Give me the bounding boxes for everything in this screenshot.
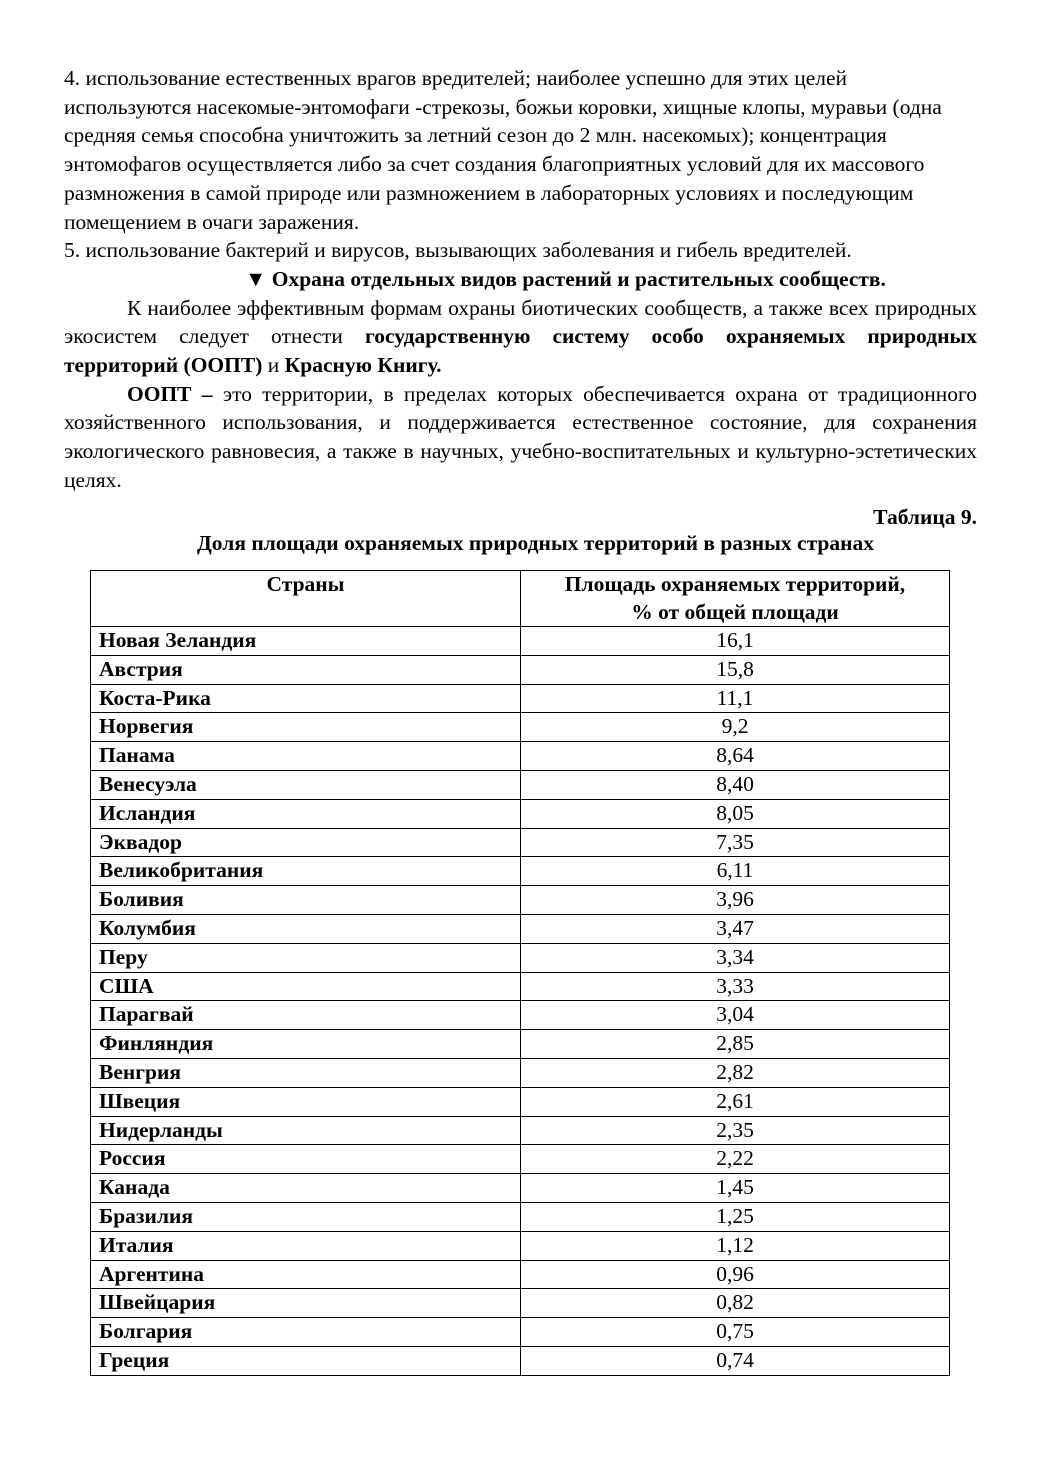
table-row <box>91 1087 950 1116</box>
country-cell: Парагвай <box>91 1001 521 1030</box>
country-cell: Боливия <box>91 886 521 915</box>
area-percent-cell: 1,25 <box>521 1202 950 1231</box>
country-cell: Канада <box>91 1174 521 1203</box>
table-row <box>91 1231 950 1260</box>
table-row <box>91 1001 950 1030</box>
area-percent-cell: 8,64 <box>521 742 950 771</box>
table-row <box>91 1116 950 1145</box>
header-area-line2: % от общей площади <box>631 599 839 624</box>
header-country: Страны <box>91 571 521 627</box>
header-area <box>521 571 950 627</box>
area-percent-cell: 3,34 <box>521 943 950 972</box>
section-heading: ▼ Охрана отдельных видов растений и растительных сообществ. <box>245 266 886 291</box>
area-percent-cell: 2,82 <box>521 1058 950 1087</box>
protected-areas-table <box>90 570 950 1376</box>
table-row <box>91 972 950 1001</box>
country-cell: Венесуэла <box>91 770 521 799</box>
document-page <box>64 64 977 555</box>
table-row <box>91 943 950 972</box>
country-cell: Аргентина <box>91 1260 521 1289</box>
bold-term-oopt: ООПТ – <box>127 381 213 406</box>
area-percent-cell: 0,74 <box>521 1346 950 1375</box>
country-cell: Норвегия <box>91 713 521 742</box>
paragraph-text: и <box>262 353 285 378</box>
table-row <box>91 1346 950 1375</box>
country-cell: Бразилия <box>91 1202 521 1231</box>
area-percent-cell: 0,96 <box>521 1260 950 1289</box>
area-percent-cell: 9,2 <box>521 713 950 742</box>
area-percent-cell: 1,12 <box>521 1231 950 1260</box>
table-row <box>91 684 950 713</box>
country-cell: Коста-Рика <box>91 684 521 713</box>
table-row <box>91 742 950 771</box>
area-percent-cell: 3,33 <box>521 972 950 1001</box>
table-row <box>91 1058 950 1087</box>
area-percent-cell: 2,35 <box>521 1116 950 1145</box>
table-caption: Доля площади охраняемых природных территорий в разных странах <box>197 531 874 556</box>
table-row <box>91 799 950 828</box>
country-cell: Исландия <box>91 799 521 828</box>
area-percent-cell: 15,8 <box>521 655 950 684</box>
country-cell: Швейцария <box>91 1289 521 1318</box>
table-row <box>91 1145 950 1174</box>
table-row <box>91 655 950 684</box>
table-row <box>91 1260 950 1289</box>
paragraph-text: К наиболее эффективным формам охраны биотических сообществ, а также всех природных экосистем следует отнести <box>64 295 977 349</box>
country-cell: Колумбия <box>91 914 521 943</box>
area-percent-cell: 8,05 <box>521 799 950 828</box>
country-cell: Перу <box>91 943 521 972</box>
table-row <box>91 1174 950 1203</box>
table-row <box>91 886 950 915</box>
table-row <box>91 914 950 943</box>
paragraph-text: это территории, в пределах которых обеспечивается охрана от традиционного хозяйственного использования, и поддерживается естественное состояние, для сохранения экологического равновесия, а также в научных, учебно-воспитательных и культурно-эстетических целях. <box>64 381 978 492</box>
country-cell: Греция <box>91 1346 521 1375</box>
table-row <box>91 1030 950 1059</box>
area-percent-cell: 1,45 <box>521 1174 950 1203</box>
area-percent-cell: 16,1 <box>521 627 950 656</box>
country-cell: США <box>91 972 521 1001</box>
area-percent-cell: 2,22 <box>521 1145 950 1174</box>
country-cell: Россия <box>91 1145 521 1174</box>
area-percent-cell: 3,47 <box>521 914 950 943</box>
list-item-4: 4. использование естественных врагов вредителей; наиболее успешно для этих целей используются насекомые-энтомофаги -стрекозы, божьи коровки, хищные клопы, муравьи (одна средняя семья способна уничтожить за летний сезон до 2 млн. насекомых); концентрация энтомофагов осуществляется либо за счет создания благоприятных условий для их массового размножения в самой природе или размножением в лабораторных условиях и последующим помещением в очаги заражения. <box>64 66 942 234</box>
country-cell: Швеция <box>91 1087 521 1116</box>
country-cell: Венгрия <box>91 1058 521 1087</box>
area-percent-cell: 0,75 <box>521 1318 950 1347</box>
country-cell: Нидерланды <box>91 1116 521 1145</box>
country-cell: Италия <box>91 1231 521 1260</box>
country-cell: Панама <box>91 742 521 771</box>
area-percent-cell: 2,85 <box>521 1030 950 1059</box>
paragraph-oopt-intro <box>64 294 977 380</box>
table-header-row <box>91 571 950 627</box>
country-cell: Великобритания <box>91 857 521 886</box>
table-row <box>91 1202 950 1231</box>
table-row <box>91 1318 950 1347</box>
list-item-5: 5. использование бактерий и вирусов, вызывающих заболевания и гибель вредителей. <box>64 238 852 263</box>
country-cell: Эквадор <box>91 828 521 857</box>
table-row <box>91 627 950 656</box>
area-percent-cell: 11,1 <box>521 684 950 713</box>
table-row <box>91 713 950 742</box>
bold-term-oopt-system: государственную систему особо охраняемых природных территорий (ООПТ) <box>64 324 977 378</box>
area-percent-cell: 6,11 <box>521 857 950 886</box>
area-percent-cell: 3,96 <box>521 886 950 915</box>
country-cell: Болгария <box>91 1318 521 1347</box>
bold-term-red-book: Красную Книгу. <box>284 353 442 378</box>
header-area-line1: Площадь охраняемых территорий, <box>564 572 906 596</box>
table-label: Таблица 9. <box>873 504 977 529</box>
table-body <box>91 627 950 1376</box>
area-percent-cell: 8,40 <box>521 770 950 799</box>
area-percent-cell: 0,82 <box>521 1289 950 1318</box>
table-row <box>91 770 950 799</box>
area-percent-cell: 7,35 <box>521 828 950 857</box>
area-percent-cell: 3,04 <box>521 1001 950 1030</box>
area-percent-cell: 2,61 <box>521 1087 950 1116</box>
table-row <box>91 1289 950 1318</box>
country-cell: Финляндия <box>91 1030 521 1059</box>
country-cell: Австрия <box>91 655 521 684</box>
table-row <box>91 828 950 857</box>
paragraph-oopt-definition <box>64 380 977 495</box>
table-row <box>91 857 950 886</box>
country-cell: Новая Зеландия <box>91 627 521 656</box>
